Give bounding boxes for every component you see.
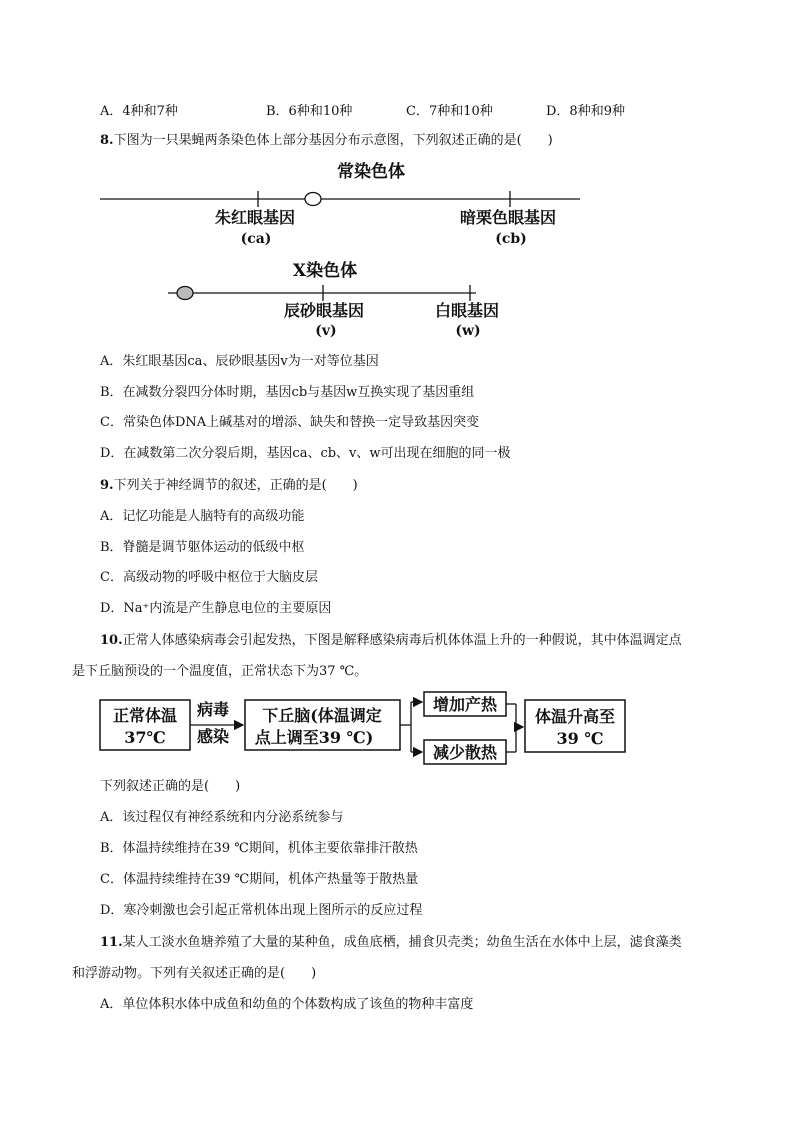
arrow-virus-label-1: 病毒	[196, 700, 230, 719]
box-hypothalamus-line-2: 点上调至39 ℃)	[254, 728, 374, 747]
arrow-virus-label-2: 感染	[196, 727, 230, 746]
q7-option-c: C．7种和10种	[406, 104, 493, 119]
x-chromosome-centromere	[177, 287, 193, 300]
q11-stem-line-2: 和浮游动物。下列有关叙述正确的是( )	[72, 966, 317, 981]
q9-number: 9.	[100, 478, 114, 493]
gene-ca-label: 朱红眼基因	[214, 208, 296, 227]
box-reduce-heat-loss-text: 减少散热	[432, 743, 498, 762]
box-increase-heat-production-text: 增加产热	[432, 695, 498, 714]
box-temperature-rise-line-2: 39 ℃	[556, 729, 604, 748]
q11-option-a: A．单位体积水体中成鱼和幼鱼的个体数构成了该鱼的物种丰富度	[100, 997, 474, 1012]
autosome-centromere	[305, 193, 321, 206]
gene-ca-symbol: (ca)	[240, 231, 272, 247]
q7-option-d: D．8种和9种	[546, 104, 625, 119]
q9-option-c: C．高级动物的呼吸中枢位于大脑皮层	[100, 570, 318, 585]
gene-v-label: 辰砂眼基因	[283, 301, 365, 320]
q10-option-a: A．该过程仅有神经系统和内分泌系统参与	[100, 810, 344, 825]
q10-stem-text-1: 正常人体感染病毒会引起发热，下图是解释感染病毒后机体体温上升的一种假说，其中体温调定点	[122, 633, 682, 648]
q9-stem	[100, 477, 358, 495]
q9-option-b: B．脊髓是调节躯体运动的低级中枢	[100, 540, 305, 555]
box-hypothalamus-line-1: 下丘脑(体温调定	[262, 706, 382, 725]
q8-chromosome-diagram	[0, 155, 794, 345]
q10-number: 10.	[100, 633, 123, 648]
q11-stem-text-1: 某人工淡水鱼塘养殖了大量的某种鱼，成鱼底栖，捕食贝壳类；幼鱼生活在水体中上层，滤食藻类	[122, 935, 682, 950]
gene-w-label: 白眼基因	[434, 301, 500, 320]
q10-stem-line-2: 是下丘脑预设的一个温度值，正常状态下为37 ℃。	[72, 664, 368, 679]
box-temperature-rise-line-1: 体温升高至	[534, 707, 616, 726]
gene-cb-symbol: (cb)	[495, 231, 527, 247]
q9-option-a: A．记忆功能是人脑特有的高级功能	[100, 509, 305, 524]
q8-stem	[100, 132, 553, 150]
q7-option-b: B．6种和10种	[266, 104, 353, 119]
q10-flow-chart	[0, 690, 794, 770]
q10-option-d: D．寒冷刺激也会引起正常机体出现上图所示的反应过程	[100, 903, 423, 918]
q9-option-d: D．Na⁺内流是产生静息电位的主要原因	[100, 601, 332, 616]
q7-option-a: A．4种和7种	[100, 104, 178, 119]
q10-stem-line-1	[100, 632, 682, 650]
gene-w-symbol: (w)	[455, 323, 481, 339]
q8-option-a: A．朱红眼基因ca、辰砂眼基因v为一对等位基因	[100, 354, 379, 369]
q10-option-c: C．体温持续维持在39 ℃期间，机体产热量等于散热量	[100, 872, 419, 887]
q8-option-d: D．在减数第二次分裂后期，基因ca、cb、v、w可出现在细胞的同一极	[100, 446, 511, 461]
q8-option-b: B．在减数分裂四分体时期，基因cb与基因w互换实现了基因重组	[100, 385, 475, 400]
box-normal-temperature-line-1: 正常体温	[112, 706, 178, 725]
q8-number: 8.	[100, 133, 114, 148]
q8-option-c: C．常染色体DNA上碱基对的增添、缺失和替换一定导致基因突变	[100, 415, 480, 430]
q11-number: 11.	[100, 935, 123, 950]
q11-stem-line-1	[100, 934, 682, 952]
q8-stem-text: 下图为一只果蝇两条染色体上部分基因分布示意图，下列叙述正确的是( )	[113, 133, 553, 148]
gene-cb-label: 暗栗色眼基因	[459, 208, 557, 227]
box-normal-temperature-line-2: 37℃	[124, 728, 166, 747]
q9-stem-text: 下列关于神经调节的叙述，正确的是( )	[113, 478, 358, 493]
gene-v-symbol: (v)	[315, 323, 337, 339]
q7-options-row	[100, 100, 700, 118]
q10-option-b: B．体温持续维持在39 ℃期间，机体主要依靠排汗散热	[100, 841, 418, 856]
q10-question: 下列叙述正确的是( )	[100, 779, 241, 794]
autosome-title: 常染色体	[337, 162, 405, 182]
x-chromosome-title: X染色体	[292, 261, 358, 281]
